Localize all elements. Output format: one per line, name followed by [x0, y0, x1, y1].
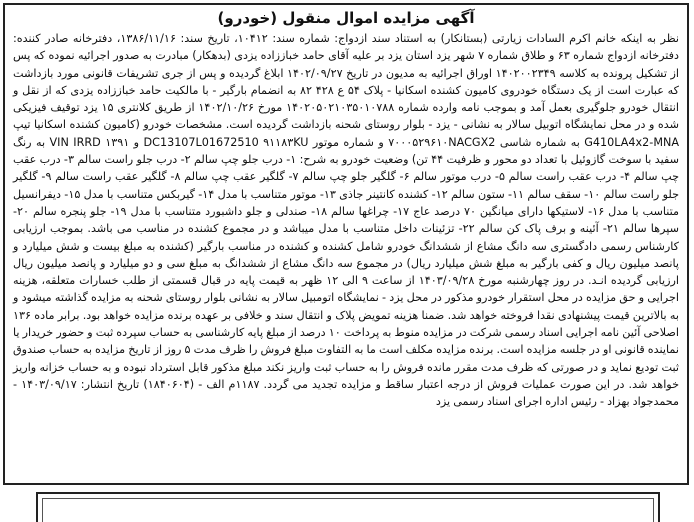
next-notice-frame [36, 492, 660, 522]
notice-body: نظر به اینکه خانم اکرم السادات زیارتی (بستانکار) به استناد سند ازدواج: شماره سند: ۱۰۴۱۲، تاریخ سند: ۱۳۸۶/۱۱/۱۶، دفترخانه صادر کننده: دفترخانه ازدواج شماره ۶۳ و طلاق شماره ۷ شهر یزد استان یزد بر علیه آقای حامد خباززاده یزدی (بدهکار) مبادرت به صدور اجرائیه نموده که پس از تشکیل پرونده به کلاسه ۱۴۰۲۰۰۲۳۴۹ اوراق اجرائیه به مدیون در تاریخ ۱۴۰۲/۰۹/۲۷ ابلاغ گردیده و پس از جری تشریفات قانونی مورد بازداشت که عبارت است از یک دستگاه خودروی کامیون کشنده اسکانیا - پلاک ۵۴ ع ۴۲۸ ۸۲ به انضمام بارگیر - با مالکیت حامد خباززاده یزدی که از نقل و انتقال خودرو جلوگیری بعمل آمد و بموجب نامه وارده شماره ۱۴۰۲۰۵۰۲۱۰۳۵۰۱۰۷۸۸ مورخ ۱۴۰۲/۱۰/۲۶ از طریق کلانتری ۱۵ یزد توقیف فیزیکی شده و در محل نمایشگاه اتوبیل سالار به نشانی - یزد - بلوار روستای شحنه بازداشت گردیده است. مشخصات خودرو (کامیون کشنده اسکانیا تیپ G410LA4x2-MNA به شماره شاسی ۷۰۰۰۵۲۹۶۱۰NACGX2 و شماره موتور DC13107L01672510 ۹۱۱۸۳KU و VIN IRRD ۱۳۹۱ به رنگ سفید با سوخت گازوئیل با تعداد دو محور و ظرفیت ۴۴ تن) وضعیت خودرو به شرح: ۱- درب جلو چپ سالم ۲- درب جلو راست سالم ۳- درب عقب چپ سالم ۴- درب عقب راست سالم ۵- درب موتور سالم ۶- گلگیر جلو چپ سالم ۷- گلگیر عقب چپ سالم ۸- گلگیر عقب راست سالم ۹- گلگیر جلو راست سالم ۱۰- سقف سالم ۱۱- ستون سالم ۱۲- کشنده کانتینر جاذی ۱۳- موتور متناسب با مدل ۱۴- گیربکس متناسب با مدل ۱۵- دیفرانسیل متناسب با مدل ۱۶- لاستیکها دارای میانگین ۷۰ درصد عاج ۱۷- چراغها سالم ۱۸- صندلی و جلو داشبورد متناسب با مدل ۱۹- جلو پنجره سالم ۲۰- سپرها سالم ۲۱- آئینه و برف پاک کن سالم ۲۲- تزئینات داخل متناسب با مدل میباشد و در مجموع کشنده در مناسب می باشد. بموجب ارزیابی کارشناس رسمی دادگستری سه دانگ مشاع از ششدانگ خودرو شامل کشنده و کشنده در مناسب بارگیر (کشنده به مبلغ بیست و شش میلیارد و پانصد میلیون ریال و کفی بارگیر به مبلغ شش میلیارد ریال) در مجموع سه دانگ مشاع از ششدانگ به مبلغ سی و دو میلیارد و پانصد میلیون ریال ارزیابی گردیده انـد. در روز چهارشنبه مورخ ۱۴۰۳/۰۹/۲۸ از ساعت ۹ الی ۱۲ ظهر به قیمت پایه در قبال قسمتی از طلب خسارات متعلقه، هزینه اجرایی و حق مزایده در محل استقرار خودرو مذکور در محل یزد - نمایشگاه اتومبیل سالار به نشانی بلوار روستای شحنه به مزایده گذاشته میشود و به بالاترین قیمت پیشنهادی نقدا فروخته خواهد شد. ضمنا هزینه تمویض پلاک و انتقال سند و خلافی بر عهده برنده مزایده خواهد بود. برابر ماده ۱۳۶ اصلاحی آئین نامه اجرایی اسناد رسمی شرکت در مزایده منوط به پرداخت ۱۰ درصد از مبلغ پایه کارشناسی به حساب سپرده ثبت و حضور خریدار یا نماینده قانونی او در جلسه مزایده است. برنده مزایده مکلف است ما به التفاوت مبلغ فروش را ظرف مدت ۵ روز از تاریخ مزایده به حساب صندوق ثبت تودیع نماید و در صورتی که ظرف مدت مقرر مانده فروش را به حساب ثبت واریز نکند مبلغ مذکور قابل استرداد نبوده و به حساب خزانه واریز خواهد شد. در این صورت عملیات فروش از درجه اعتبار ساقط و مزایده تجدید می گردد. ۱۱۸۷م الف - (۱۸۴۰۶۰۴) تاریخ انتشار: ۱۴۰۳/۰۹/۱۷ - محمدجواد بهزاد - رئیس اداره اجرای اسناد رسمی یزد [13, 32, 680, 409]
next-notice-inner-border [42, 498, 654, 522]
auction-notice-frame [3, 3, 689, 485]
notice-title: آگهی مزایده اموال منقول (خودرو) [217, 9, 475, 27]
